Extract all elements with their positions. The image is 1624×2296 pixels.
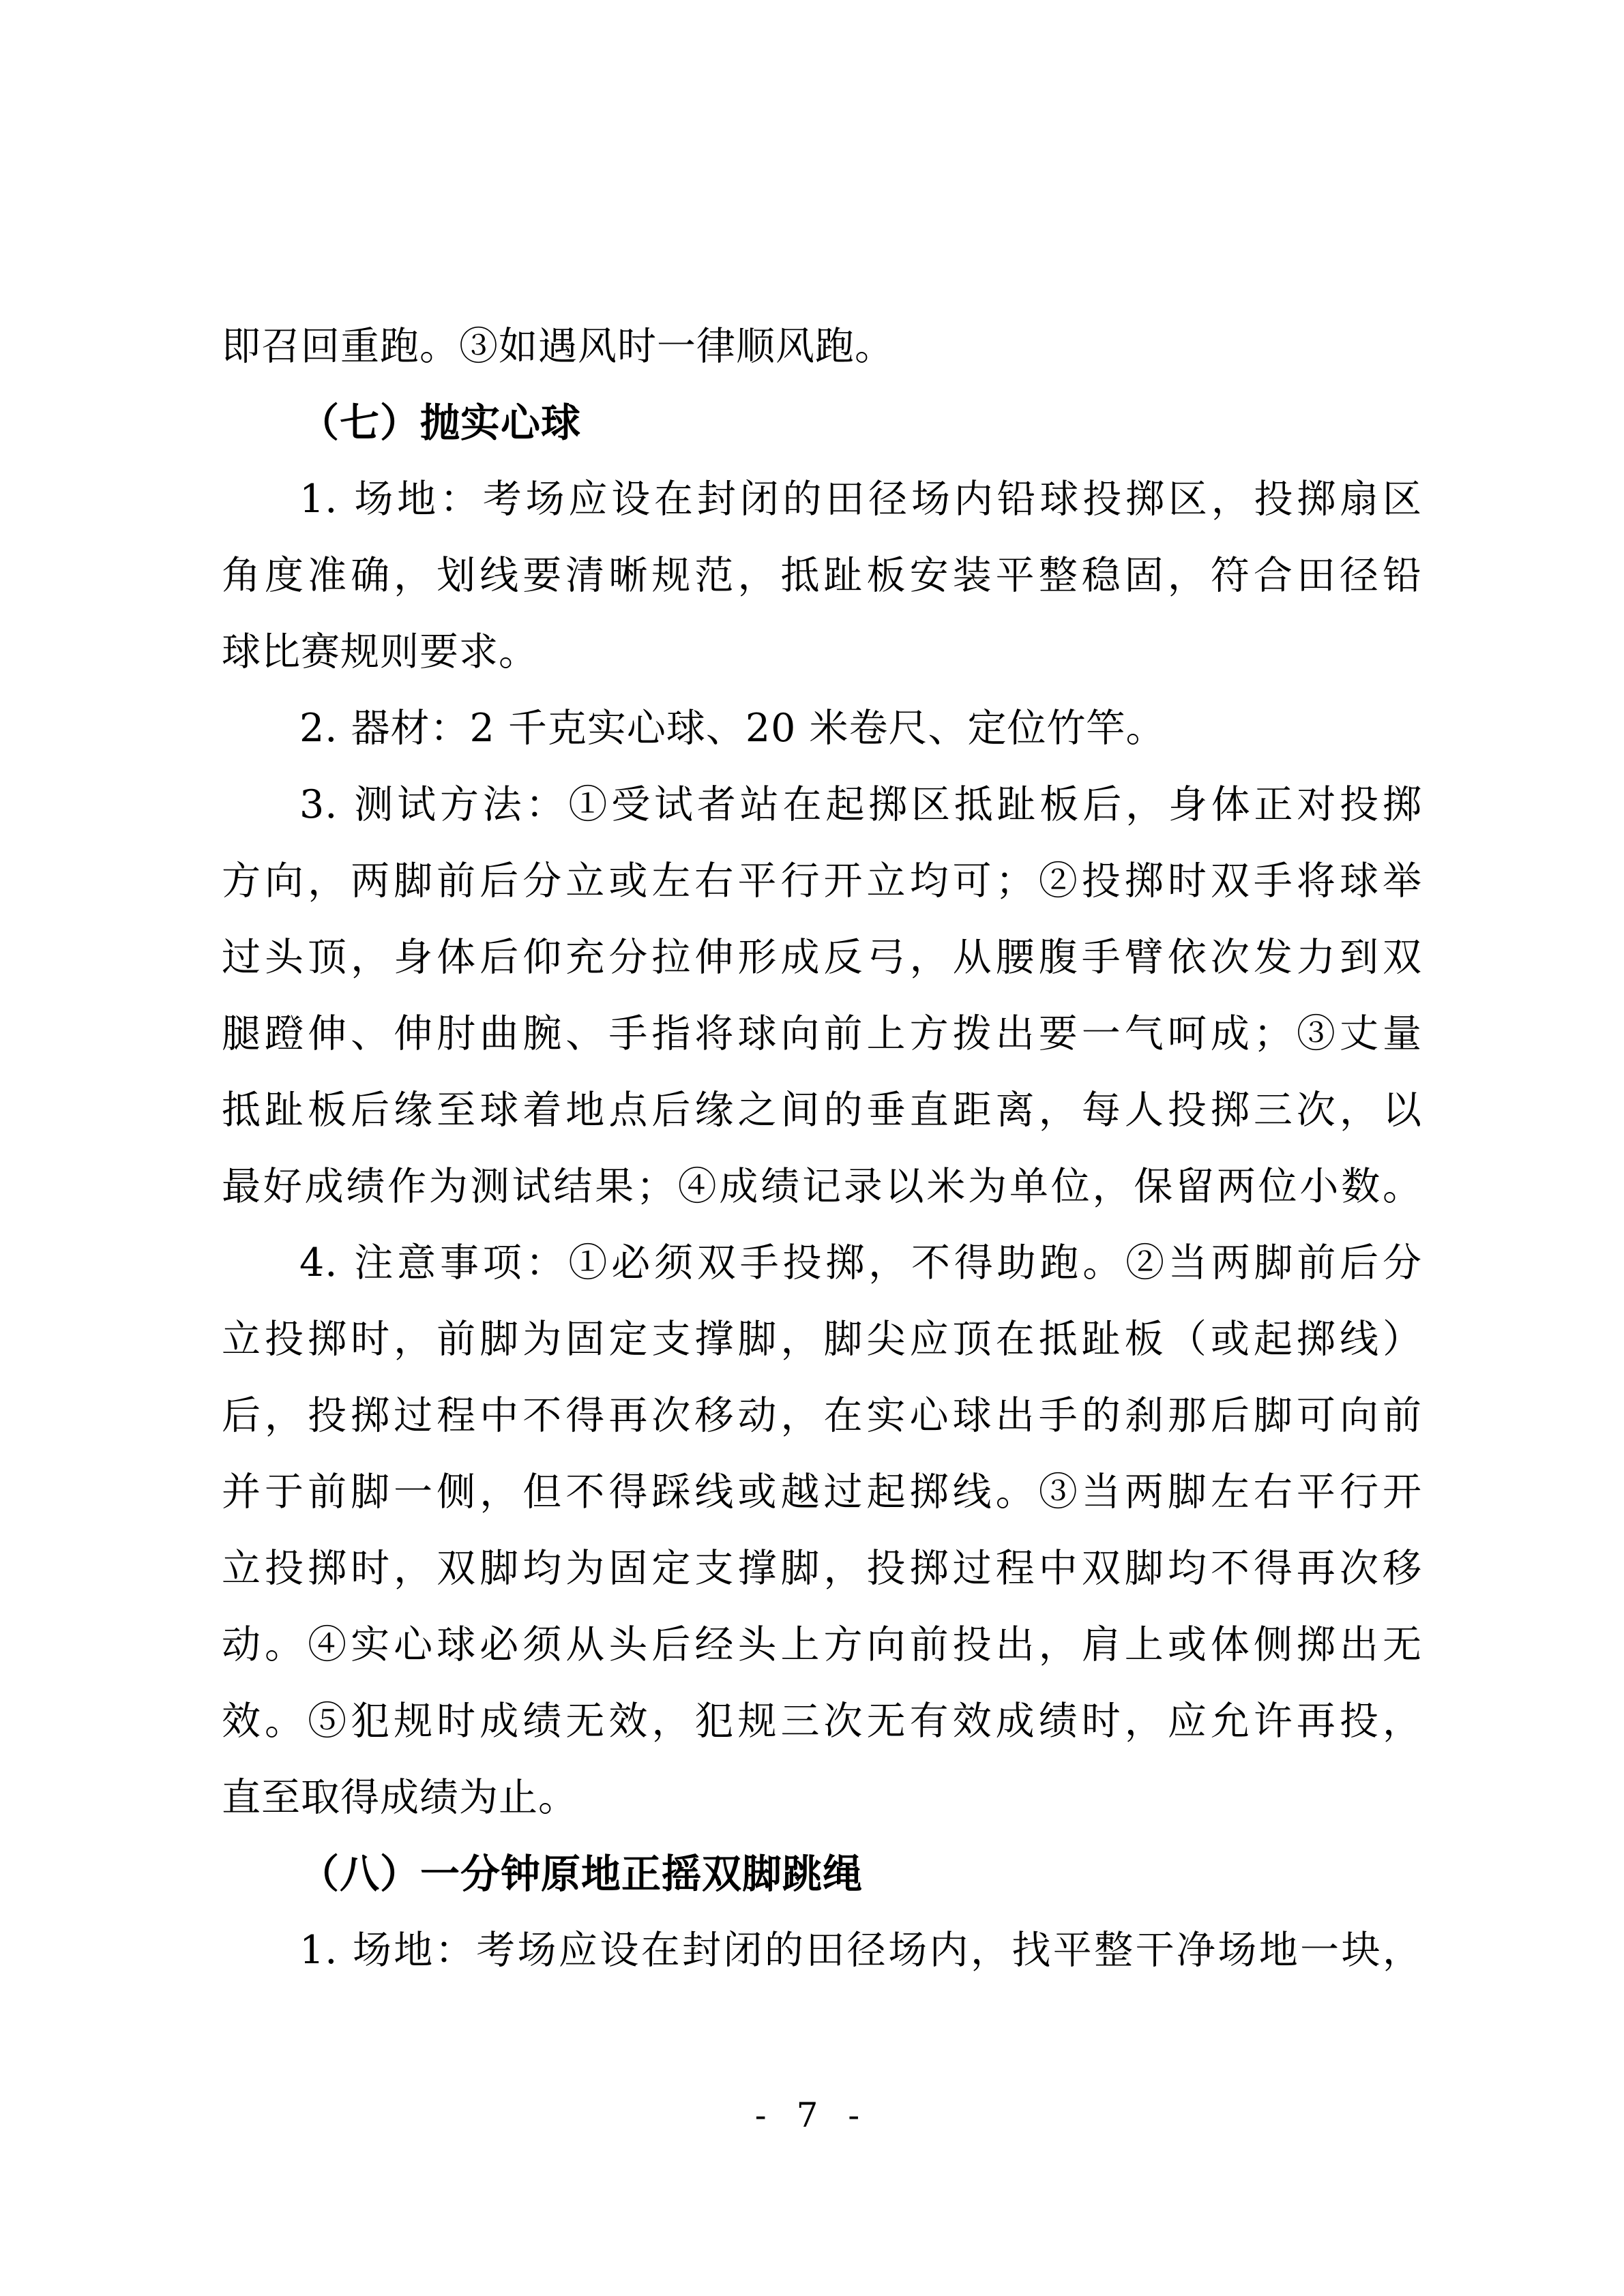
text-line: 立投掷时，前脚为固定支撑脚，脚尖应顶在抵趾板（或起掷线） bbox=[222, 1317, 1422, 1362]
text-line: 效。⑤犯规时成绩无效，犯规三次无有效成绩时，应允许再投， bbox=[222, 1699, 1422, 1744]
text-line: 并于前脚一侧，但不得踩线或越过起掷线。③当两脚左右平行开 bbox=[222, 1470, 1422, 1515]
text-line: 即召回重跑。③如遇风时一律顺风跑。 bbox=[222, 324, 894, 369]
text-line: 角度准确，划线要清晰规范，抵趾板安装平整稳固，符合田径铅 bbox=[222, 553, 1422, 598]
page-footer bbox=[0, 2095, 1624, 2136]
text-line: 方向，两脚前后分立或左右平行开立均可；②投掷时双手将球举 bbox=[222, 859, 1422, 904]
text-line: 最好成绩作为测试结果；④成绩记录以米为单位，保留两位小数。 bbox=[222, 1164, 1422, 1209]
text-line: 过头顶，身体后仰充分拉伸形成反弓，从腰腹手臂依次发力到双 bbox=[222, 935, 1422, 980]
text-line: 4. 注意事项：①必须双手投掷，不得助跑。②当两脚前后分 bbox=[299, 1240, 1422, 1285]
text-line: 后，投掷过程中不得再次移动，在实心球出手的刹那后脚可向前 bbox=[222, 1393, 1422, 1438]
page-number: - 7 - bbox=[754, 2096, 870, 2135]
text-line: 3. 测试方法：①受试者站在起掷区抵趾板后，身体正对投掷 bbox=[299, 782, 1422, 827]
text-line: 抵趾板后缘至球着地点后缘之间的垂直距离，每人投掷三次，以 bbox=[222, 1088, 1422, 1133]
section-heading: （八）一分钟原地正摇双脚跳绳 bbox=[299, 1851, 863, 1897]
text-line: 1. 场地：考场应设在封闭的田径场内铅球投掷区，投掷扇区 bbox=[299, 477, 1422, 522]
text-line: 腿蹬伸、伸肘曲腕、手指将球向前上方拨出要一气呵成；③丈量 bbox=[222, 1011, 1422, 1056]
text-line: 1. 场地：考场应设在封闭的田径场内，找平整干净场地一块， bbox=[299, 1928, 1422, 1973]
text-line: 立投掷时，双脚均为固定支撑脚，投掷过程中双脚均不得再次移 bbox=[222, 1546, 1422, 1591]
text-line: 球比赛规则要求。 bbox=[222, 629, 538, 674]
text-line: 动。④实心球必须从头后经头上方向前投出，肩上或体侧掷出无 bbox=[222, 1622, 1422, 1667]
text-line: 直至取得成绩为止。 bbox=[222, 1775, 578, 1820]
text-line: 2. 器材：2 千克实心球、20 米卷尺、定位竹竿。 bbox=[299, 706, 1166, 751]
section-heading: （七）抛实心球 bbox=[299, 400, 582, 446]
text-block bbox=[222, 308, 1422, 1988]
